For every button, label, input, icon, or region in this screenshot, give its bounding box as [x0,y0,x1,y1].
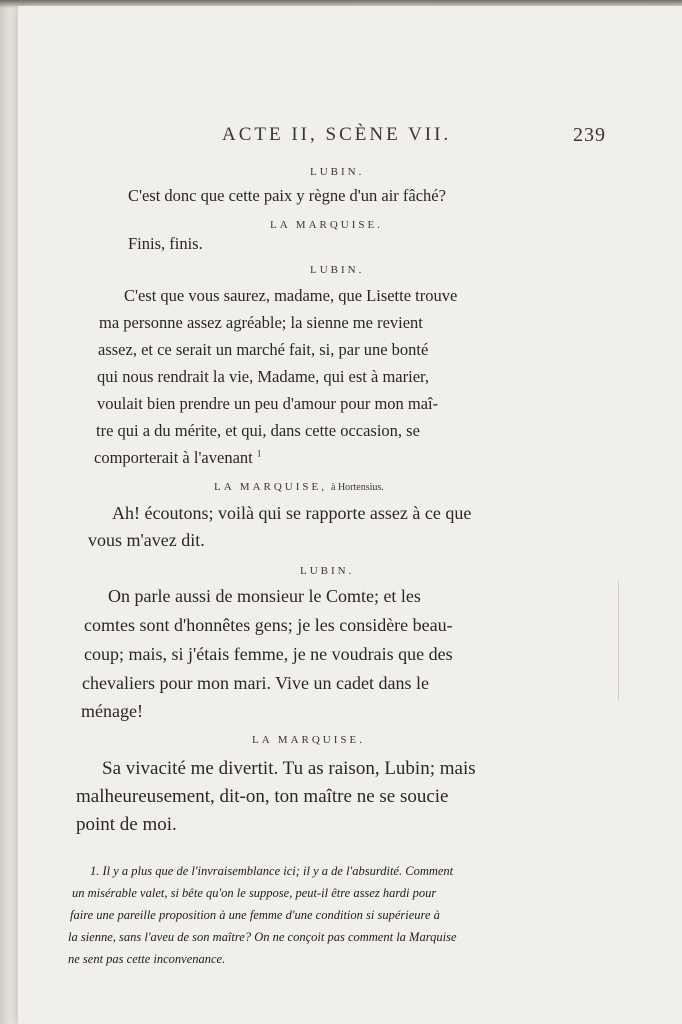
dialogue-line: qui nous rendrait la vie, Madame, qui est à marier, [97,367,429,386]
speaker-name: LUBIN. [310,264,365,276]
dialogue-text: comporterait à l'avenant [94,448,253,467]
dialogue-line: C'est donc que cette paix y règne d'un air fâché? [128,186,446,205]
dialogue-line: coup; mais, si j'étais femme, je ne voudrais que des [84,644,453,664]
dialogue-line: Sa vivacité me divertit. Tu as raison, Lubin; mais [102,758,476,779]
dialogue-line: chevaliers pour mon mari. Vive un cadet dans le [82,673,429,693]
speaker-name [214,481,384,493]
header-title: ACTE II, SCÈNE VII. [222,124,452,145]
footnote-line: 1. Il y a plus que de l'invraisemblance ici; il y a de l'absurdité. Comment [90,864,454,878]
dialogue-line: ménage! [81,701,143,721]
footnote-line: ne sent pas cette inconvenance. [68,952,226,966]
speaker-name: LUBIN. [300,565,355,577]
speaker-name: LA MARQUISE. [270,219,384,231]
stage-direction: à Hortensius. [331,482,384,493]
dialogue-line: On parle aussi de monsieur le Comte; et les [108,586,421,606]
dialogue-line: malheureusement, dit-on, ton maître ne se soucie [76,786,449,807]
dialogue-line: voulait bien prendre un peu d'amour pour mon maî- [97,394,439,413]
footnote-marker[interactable]: 1 [256,448,262,459]
speaker-name: LA MARQUISE. [252,734,366,746]
running-header [222,124,606,146]
footnote-line: la sienne, sans l'aveu de son maître? On ne conçoit pas comment la Marquise [68,930,457,944]
speaker-label: LA MARQUISE, [214,481,328,493]
speaker-name: LUBIN. [310,166,365,178]
dialogue-line: ma personne assez agréable; la sienne me revient [99,313,423,332]
dialogue-line [94,448,261,468]
page-number: 239 [573,124,606,146]
paper-crease [618,551,682,701]
dialogue-line: tre qui a du mérite, et qui, dans cette occasion, se [96,421,420,440]
footnote-line: faire une pareille proposition à une femme d'une condition si supérieure à [70,908,440,922]
dialogue-line: C'est que vous saurez, madame, que Lisette trouve [124,286,458,305]
footnote-line: un misérable valet, si bête qu'on le suppose, peut-il être assez hardi pour [72,886,437,900]
dialogue-line: Ah! écoutons; voilà qui se rapporte assez à ce que [112,503,472,523]
dialogue-line: point de moi. [76,814,177,835]
dialogue-line: vous m'avez dit. [88,530,205,550]
dialogue-line: Finis, finis. [128,234,203,253]
dialogue-line: comtes sont d'honnêtes gens; je les considère beau- [84,615,453,635]
book-page [18,6,682,1024]
dialogue-line: assez, et ce serait un marché fait, si, par une bonté [98,340,429,359]
